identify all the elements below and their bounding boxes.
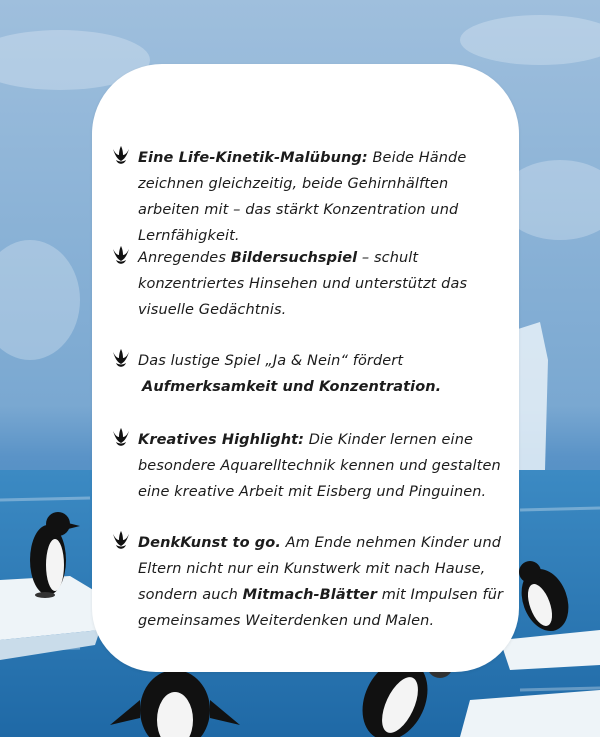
item-text: Das lustige Spiel „Ja & Nein“ fördert Aufmerksamkeit und Konzentration. [138,353,442,395]
item-text: DenkKunst to go. Am Ende nehmen Kinder und Eltern nicht nur ein Kunstwerk mit nach Hause, sondern auch Mitmach-Blätter mit Impulsen für gemeinsames Weiterdenken und Malen. [138,535,504,629]
list-item [110,530,510,634]
list-item [110,145,510,249]
paw-icon [110,348,132,372]
item-text: Kreatives Highlight: Die Kinder lernen eine besondere Aquarelltechnik kennen und gestalten eine kreative Arbeit mit Eisberg und Pinguinen. [138,432,501,500]
item-text: Anregendes Bildersuchspiel – schult konzentriertes Hinsehen und unterstützt das visuelle Gedächtnis. [138,250,468,318]
list-item [110,427,510,505]
paw-icon [110,530,132,554]
list-item [110,245,510,323]
paw-icon [110,145,132,169]
paw-icon [110,427,132,451]
paw-icon [110,245,132,269]
item-text: Eine Life-Kinetik-Malübung: Beide Hände zeichnen gleichzeitig, beide Gehirnhälften arbeiten mit – das stärkt Konzentration und Lernfähigkeit. [138,150,467,244]
list-item [110,348,510,400]
